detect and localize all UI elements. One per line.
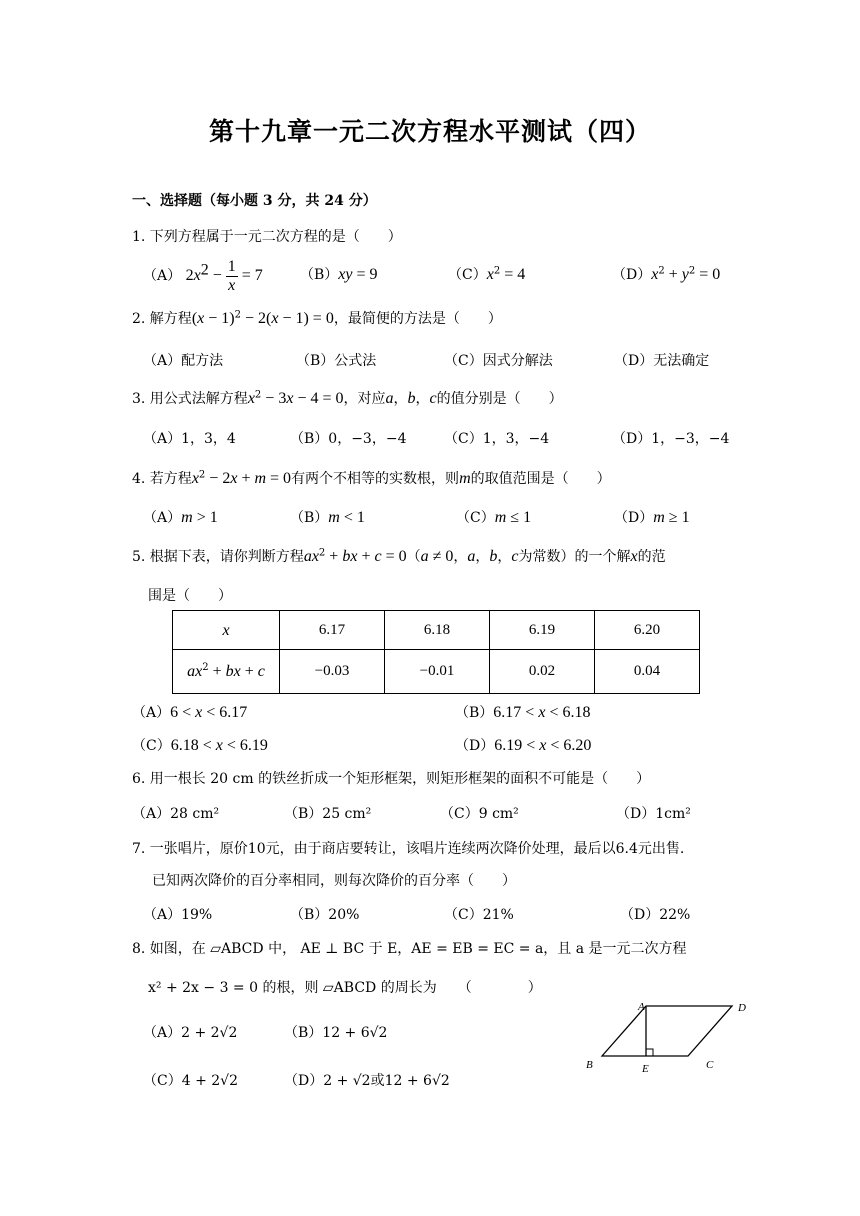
right-angle-mark	[646, 1049, 653, 1056]
q4-option-b: （B）m < 1	[290, 509, 365, 526]
q1-option-b: （B）xy = 9	[300, 266, 378, 283]
question-3: 3. 用公式法解方程$x^2 - 3x - 4 = 0$，对应a，b，c的值分别是（ ）	[132, 389, 563, 407]
q2-option-b: （B）公式法	[296, 353, 377, 369]
question-2: 2. 解方程$(x - 1)^2 - 2(x - 1) = 0$，最简便的方法是（ ）	[132, 309, 502, 327]
q6-option-c: （C）9 cm²	[440, 806, 519, 822]
q1-option-d: $(D)x^2 + y^2 = 0$	[612, 265, 721, 283]
q2-option-d: （D）无法确定	[614, 353, 710, 369]
q4-option-c: （C）m ≤ 1	[456, 509, 532, 526]
question-5: 5. 根据下表，请你判断方程$ax^2$ + bx + c = 0（a ≠ 0，a，b，c为常数）的一个解x的范	[132, 547, 666, 565]
table-cell: 0.04	[595, 650, 700, 694]
q3-option-d: （D）1，−3，−4	[612, 431, 730, 447]
label-b: B	[586, 1059, 593, 1071]
label-a: A	[638, 1001, 645, 1013]
parallelogram-abcd	[602, 1006, 732, 1056]
q6-option-b: （B）25 cm²	[284, 806, 372, 822]
question-4: 4. 若方程$x^2 - 2x + m = 0$有两个不相等的实数根，则m的取值范围是（ ）	[132, 469, 611, 487]
table-cell: 6.18	[385, 611, 490, 650]
label-d: D	[738, 1002, 746, 1014]
question-8-line2: x² + 2x − 3 = 0 的根，则 ▱ABCD 的周长为 （ ）	[148, 980, 542, 996]
parallelogram-figure	[580, 998, 760, 1074]
q3-option-c: （C）1，3，−4	[444, 431, 550, 447]
q4-option-a: （A）m > 1	[143, 509, 218, 526]
table-cell: −0.03	[280, 650, 385, 694]
question-5-line2: 围是（ ）	[148, 588, 232, 604]
q5-option-a: （A）6 < x < 6.17	[132, 704, 248, 721]
q2-option-a: （A）配方法	[143, 353, 224, 369]
table-cell: 0.02	[490, 650, 595, 694]
label-c: C	[706, 1059, 714, 1071]
page-title: 第十九章一元二次方程水平测试（四）	[208, 117, 651, 146]
q3-option-a: （A）1，3，4	[143, 431, 236, 447]
table-row: $ax^2$ + bx + c −0.03 −0.01 0.02 0.04	[173, 650, 700, 694]
q7-option-d: （D）22%	[620, 907, 691, 923]
label-e: E	[642, 1063, 649, 1074]
q5-option-c: （C）6.18 < x < 6.19	[132, 737, 268, 754]
q8-option-a: （A）2 + 2√2	[143, 1025, 238, 1041]
q2-option-c: （C）因式分解法	[444, 353, 553, 369]
q8-option-d: （D）2 + √2或12 + 6√2	[284, 1073, 450, 1089]
q6-option-a: （A）28 cm²	[132, 806, 220, 822]
question-6: 6. 用一根长 20 cm 的铁丝折成一个矩形框架，则矩形框架的面积不可能是（ ）	[132, 771, 651, 787]
q8-option-b: （B）12 + 6√2	[284, 1025, 388, 1041]
q8-option-c: （C）4 + 2√2	[143, 1073, 238, 1089]
q7-option-c: （C）21%	[444, 907, 514, 923]
q1-option-a: （A） $2x^2$ − $\frac{1}{x}$ = 7	[143, 258, 263, 294]
table-row: x 6.17 6.18 6.19 6.20	[173, 611, 700, 650]
question-8: 8. 如图，在 ▱ABCD 中， AE ⊥ BC 于 E，AE = EB = EC = a，且 a 是一元二次方程	[132, 941, 687, 957]
table-cell: −0.01	[385, 650, 490, 694]
question-7: 7. 一张唱片，原价10元，由于商店要转让，该唱片连续两次降价处理，最后以6.4元出售.	[132, 841, 685, 857]
values-table	[172, 610, 700, 694]
table-cell: 6.20	[595, 611, 700, 650]
q7-option-a: （A）19%	[143, 907, 213, 923]
q1-option-c: $(C)x^2 = 4$	[448, 265, 526, 283]
question-7-line2: 已知两次降价的百分率相同，则每次降价的百分率（ ）	[152, 873, 516, 889]
q4-option-d: （D）m ≥ 1	[614, 509, 690, 526]
q5-option-d: （D）6.19 < x < 6.20	[455, 737, 592, 754]
question-1: 1. 下列方程属于一元二次方程的是（ ）	[132, 229, 402, 245]
table-cell: 6.17	[280, 611, 385, 650]
q7-option-b: （B）20%	[290, 907, 360, 923]
q3-option-b: （B）0，−3，−4	[290, 431, 407, 447]
section-heading: 一、选择题（每小题 3 分，共 24 分）	[132, 193, 377, 209]
q6-option-d: （D）1cm²	[616, 806, 691, 822]
q5-option-b: （B）6.17 < x < 6.18	[455, 704, 591, 721]
table-cell: 6.19	[490, 611, 595, 650]
